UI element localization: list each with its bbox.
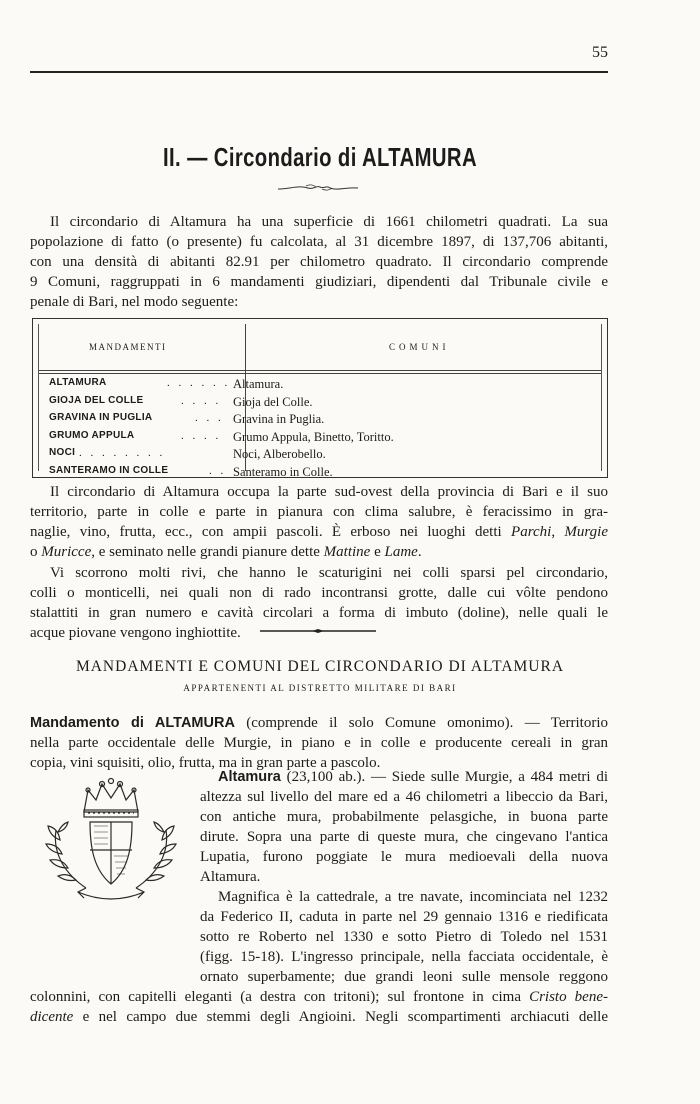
mandamento-line: copia, vini squisiti, olio, frutta, ma in gran parte a pascolo. [30, 755, 381, 771]
mandamento-name: GRUMO APPULA [49, 429, 135, 441]
mandamento-paragraph [30, 713, 608, 773]
intro-line: 9 Comuni, raggruppati in 6 mandamenti giudiziari, dipendenti dal Tribunale civile e [30, 274, 608, 290]
rivers-line: stalattiti in gran numero e cavità circolari a forma di imbuto (doline), nelle quali le [30, 605, 608, 621]
territory-line: territorio, parte in colle e parte in pianura con clima salubre, è feracissimo in gra- [30, 504, 608, 520]
comuni-cell: Noci, Alberobello. [233, 447, 326, 461]
cathedral-line: ornato superbamente; due grandi leoni sulle mensole reggono [200, 969, 608, 985]
territory-paragraph [30, 482, 608, 562]
text-run: , e seminato nelle grandi pianure dette [91, 544, 324, 560]
text-run: (23,100 ab.). — Siede sulle Murgie, a 484 metri di [280, 769, 608, 785]
altamura-line: altezza sul livello del mare ed a 46 chilometri a libeccio da Bari, [200, 789, 608, 805]
comuni-cell: Grumo Appula, Binetto, Toritto. [233, 429, 394, 444]
altamura-line: Altamura. [200, 869, 261, 885]
section-divider-icon [260, 629, 376, 633]
italic-term: Muricce [41, 544, 92, 560]
table-row [39, 429, 601, 447]
cathedral-continuation [30, 987, 608, 1027]
table-header-rule [39, 373, 601, 374]
section-title: MANDAMENTI E COMUNI DEL CIRCONDARIO DI ALTAMURA [75, 658, 565, 675]
mandamento-name: GIOJA DEL COLLE [49, 394, 144, 406]
intro-line: popolazione di fatto (o presente) fu calcolata, al 31 dicembre 1897, di 137,706 abitanti, [30, 234, 608, 250]
section-subtitle: APPARTENENTI AL DISTRETTO MILITARE DI BARI [183, 683, 457, 693]
mandamento-name: SANTERAMO IN COLLE [49, 464, 169, 476]
leader-dots: . . . . [181, 394, 222, 407]
italic-term: Lame [384, 544, 418, 560]
altamura-line: con antiche mura, probabilmente pelasgiche, in buona parte [200, 809, 608, 825]
cathedral-line [30, 987, 608, 1007]
rivers-line: Vi scorrono molti rivi, che hanno le scaturigini nei colli sparsi pel circondario, [50, 565, 608, 581]
italic-term: Murgie [564, 524, 609, 540]
mandamenti-table [32, 318, 608, 478]
italic-term: Parchi [511, 524, 552, 540]
cathedral-line [30, 1007, 608, 1027]
table-header-mandamenti: MANDAMENTI [89, 342, 167, 352]
comuni-cell: Santeramo in Colle. [233, 464, 333, 479]
leader-dots: . . . [195, 412, 224, 424]
table-row [39, 411, 601, 429]
town-name-bold: Altamura [218, 769, 281, 785]
comuni-cell: Altamura. [233, 377, 284, 391]
text-run: e [370, 544, 385, 560]
leader-dots: . . [209, 464, 227, 477]
page-number: 55 [592, 44, 608, 61]
table-header-rule [39, 370, 601, 371]
top-rule [30, 71, 608, 73]
leader-dots: . . . . . . [167, 377, 231, 389]
text-run: o [30, 544, 42, 560]
cathedral-line: da Federico II, caduta in parte nel 29 gennaio 1316 e riedificata [200, 909, 608, 925]
intro-line: penale di Bari, nel modo seguente: [30, 294, 239, 310]
page-title: II. — Circondario di ALTAMURA [163, 142, 477, 172]
text-run: (comprende il solo Comune omonimo). — Territorio [234, 715, 609, 731]
comuni-cell: Gravina in Puglia. [233, 412, 325, 426]
rivers-line: acque piovane vengono inghiottite. [30, 625, 241, 641]
mandamento-name: ALTAMURA [49, 377, 107, 388]
territory-line [30, 542, 608, 562]
text-run: . [417, 544, 422, 560]
title-ornament-icon [276, 183, 360, 193]
table-row [39, 376, 601, 394]
altamura-line: dirute. Sopra una parte di queste mura, che cingevano l'antica [200, 829, 608, 845]
text-run: colonnini, con capitelli eleganti (a destra con tritoni); sul frontone in cima [30, 989, 530, 1005]
leader-dots: . . . . [181, 429, 222, 442]
altamura-coat-of-arms-icon [38, 776, 184, 912]
cathedral-line: sotto re Roberto nel 1330 e sotto Pietro di Toledo nel 1531 [200, 929, 608, 945]
altamura-line: Lupatia, furono poggiate le mura medioevali della nuova [200, 849, 608, 865]
mandamento-line [30, 713, 608, 733]
mandamento-name: GRAVINA IN PUGLIA [49, 412, 153, 423]
intro-line: Il circondario di Altamura ha una superficie di 1661 chilometri quadrati. La sua [50, 214, 608, 230]
italic-term: Mattine [323, 544, 371, 560]
altamura-line [200, 767, 608, 787]
altamura-paragraph [200, 767, 608, 887]
text-run: e nel campo due stemmi degli Angioini. Negli scompartimenti archiacuti delle [73, 1009, 608, 1025]
mandamento-line: nella parte occidentale delle Murgie, in piano e in colle e producente cereali in gran [30, 735, 608, 751]
rivers-line: colli o monticelli, nei quali non di rado incontransi grotte, dalle cui vôlte pendono [30, 585, 608, 601]
intro-paragraph [30, 212, 608, 312]
cathedral-line: (figg. 15-18). L'ingresso principale, nella facciata occidentale, è [200, 949, 608, 965]
mandamento-lead: Mandamento di [30, 715, 155, 731]
cathedral-paragraph [200, 887, 608, 987]
italic-term: Cristo bene- [529, 989, 608, 1005]
italic-term: dicente [30, 1009, 74, 1025]
table-row [39, 464, 601, 482]
table-header-comuni: COMUNI [389, 342, 450, 352]
table-row [39, 446, 601, 464]
cathedral-line: Magnifica è la cattedrale, a tre navate, incominciata nel 1232 [218, 889, 608, 905]
leader-dots: . . . . . . . . [79, 447, 166, 459]
intro-line: con una densità di abitanti 82.91 per chilometro quadrato. Il circondario comprende [30, 254, 608, 270]
text-run: naglie, vino, frutta, ecc., con ampii pascoli. È erboso nei luoghi detti [30, 524, 512, 540]
text-run: , [551, 524, 565, 540]
comuni-cell: Gioja del Colle. [233, 394, 313, 409]
mandamento-name: NOCI [49, 447, 76, 458]
mandamento-name-bold: ALTAMURA [154, 715, 235, 731]
territory-line [30, 522, 608, 542]
table-row [39, 394, 601, 412]
territory-line: Il circondario di Altamura occupa la parte sud-ovest della provincia di Bari e il suo [50, 484, 608, 500]
